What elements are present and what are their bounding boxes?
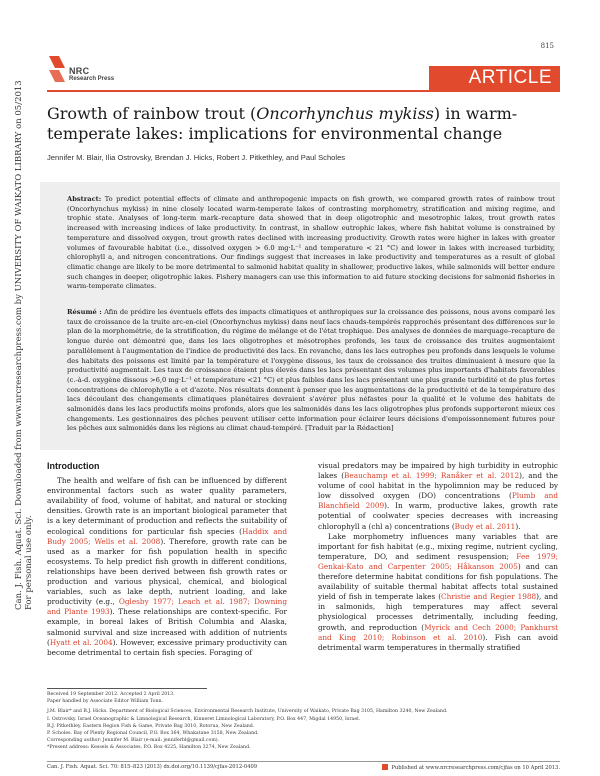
- body-text: ). However, excessive primary productivity can become detrimental to certain fish species. Foraging of: [47, 637, 288, 657]
- citation-link[interactable]: Haddix and Budy 2005; Wells et al. 2008: [47, 526, 287, 546]
- handled-note: Paper handled by Associate Editor William Tonn.: [47, 699, 163, 705]
- citation-link[interactable]: Plumb and Blanchfield 2009: [318, 491, 558, 511]
- body-text: ).: [515, 521, 521, 531]
- present-address: *Present address: Kessels & Associates, P.O. Box 4225, Hamilton 3274, New Zealand.: [47, 745, 251, 751]
- body-text: ). In warm, productive lakes, growth rate potential of coolwater species decreases with increasing chlorophyll a (chl a) concentrations (: [318, 501, 558, 531]
- bottom-rule: [47, 761, 560, 762]
- body-text: ). Therefore, growth rate can be used as a marker for fish population health in specific ecosystems. To help predict fish growth in different conditions, relationships have been derived between fish growth rates or production and various physical, chemical, and biological variables, such as lake depth, nutrient loading, and lake productivity (e.g.,: [47, 536, 287, 607]
- abstract-label: Abstract:: [67, 195, 102, 203]
- citation-link[interactable]: Beauchamp et al. 1999; Ranåker et al. 2012: [344, 471, 520, 481]
- affiliation: P. Scholes. Bay of Plenty Regional Council, P.O. Box 364, Whakatane 3158, New Zealand.: [47, 731, 259, 737]
- left-column: [47, 461, 287, 658]
- published-line: [382, 764, 560, 771]
- abstract-text: To predict potential effects of climate and anthropogenic impacts on fish growth, we compared growth rates of rainbow trout (Oncorhynchus mykiss) in nine closely located warm-temperate lakes of contrasting morphometry, stratification and mixing regime, and trophic state. Analyses of long-term mark–recapture data showed that in deep oligotrophic and mesotrophic lakes, trout growth rates increased with increasing indices of lake productivity. In contrast, in shallow eutrophic lakes, where fish habitat volume is constrained by temperature and dissolved oxygen, trout growth rates declined with increasing productivity. Growth rates were higher in lakes with greater volumes of favourable habitat (i.e., dissolved oxygen > 6.0 mg·L⁻¹ and temperature < 21 °C) and lower in lakes with increased turbidity, chlorophyll a, and nitrogen concentrations. Our findings suggest that increases in lake productivity and temperatures as a result of global climatic change are likely to be more detrimental to salmonid habitat quality in shallower, productive lakes, while salmonids will better endure such changes in deeper, oligotrophic lakes. Fishery managers can use this information to aid future stocking decisions for salmonid fisheries in warm-temperate climates.: [67, 195, 555, 291]
- citation-link[interactable]: Fee 1979; Genkai-Kato and Carpenter 2005; Håkanson 2005: [318, 551, 558, 571]
- introduction-paragraph: [318, 461, 558, 532]
- affiliation: I. Ostrovsky. Israel Oceanographic & Limnological Research, Kinneret Limnological Laboratory, P.O. Box 447, Migdal 14950, Israel.: [47, 716, 361, 722]
- citation-link[interactable]: Budy et al. 2011: [454, 521, 516, 531]
- corresponding-author: Corresponding author: Jennifer M. Blair (e-mail: jenniferbl@gmail.com).: [47, 738, 220, 744]
- right-column: [318, 461, 558, 653]
- citation-link[interactable]: Christie and Regier 1988: [441, 592, 537, 602]
- body-text: ), and the volume of cool habitat in the hypolimnion may be reduced by low dissolved oxygen (DO) concentrations (: [318, 471, 558, 501]
- affiliation: J.M. Blair* and B.J. Hicks. Department of Biological Sciences, Environmental Research Institute, University of Waikato, Private Bag 3105, Hamilton 3240, New Zealand.: [47, 709, 448, 715]
- body-text: visual predators may be impaired by high turbidity in eutrophic lakes (: [318, 461, 558, 481]
- article-title: [47, 104, 547, 144]
- title-species: Oncorhynchus mykiss: [256, 104, 434, 123]
- title-part: Growth of rainbow trout (: [47, 104, 257, 123]
- article-type-banner: ARTICLE: [429, 66, 560, 90]
- personal-use-line: For personal use only.: [24, 515, 34, 610]
- page-number: 815: [540, 42, 554, 50]
- title-part: ) in warm-temperate lakes: implications for environmental change: [47, 104, 518, 143]
- nrc-logo: [47, 54, 137, 90]
- body-text: The health and welfare of fish can be influenced by different environmental factors such as water quality parameters, availability of food, volume of habitat, and natural or stocking densities. Growth rate is an important biological parameter that is a key determinant of production and reflects the suitability of ecological conditions for particular fish species (: [47, 476, 287, 536]
- introduction-paragraph: [47, 476, 287, 658]
- received-note: Received 19 September 2012. Accepted 2 April 2013.: [47, 692, 175, 697]
- body-text: ), and in salmonids, high temperatures may affect several physiological processes detrimentally, including feeding, growth, and reproduction (: [318, 592, 558, 632]
- published-icon: [382, 764, 388, 770]
- author-list: Jennifer M. Blair, Ilia Ostrovsky, Brendan J. Hicks, Robert J. Pitkethley, and Paul Scholes: [47, 153, 346, 162]
- footnotes: [47, 691, 560, 752]
- published-text[interactable]: Published at www.nrcresearchpress.com/cjfas on 10 April 2013.: [391, 765, 560, 771]
- citation-link[interactable]: Myrick and Cech 2000; Pankhurst and King 2010; Robinson et al. 2010: [318, 622, 559, 642]
- body-text: ). These relationships are context-specific. For example, in boreal lakes of British Columbia and Alaska, salmonid survival and size increased with addition of nutrients (: [47, 607, 287, 647]
- logo-subtitle: Research Press: [69, 76, 115, 82]
- header-rule: [47, 90, 560, 92]
- abstract: [67, 195, 555, 292]
- footnote-rule: [47, 688, 207, 689]
- resume-label: Résumé :: [67, 308, 102, 316]
- journal-citation: Can. J. Fish. Aquat. Sci. 70: 815–823 (2013) dx.doi.org/10.1139/cjfas-2012-0409: [47, 764, 258, 770]
- citation-link[interactable]: Hyatt et al. 2004: [49, 637, 113, 647]
- affiliation: R.J. Pitkethley. Eastern Region Fish & Game, Private Bag 3010, Rotorua, New Zealand.: [47, 723, 255, 729]
- logo-name: NRC: [69, 66, 90, 76]
- introduction-heading: Introduction: [47, 461, 100, 471]
- body-text: ) and can therefore determine habitat conditions for fish populations. The availability of suitable thermal habitat affects total sustained yield of fish in temperate lakes (: [318, 561, 558, 602]
- nrc-logo-icon: [47, 54, 67, 84]
- download-stamp: [0, 0, 34, 776]
- download-stamp-line: Can. J. Fish. Aquat. Sci. Downloaded from www.nrcresearchpress.com by UNIVERSITY OF WAIKATO LIBRARY on 05/2013: [14, 80, 24, 610]
- body-text: ). Fish can avoid detrimental warm temperatures in thermally stratified: [318, 632, 558, 652]
- resume: [67, 308, 555, 434]
- body-text: Lake morphometry influences many variables that are important for fish habitat (e.g., mixing regime, nutrient cycling, temperature, DO, and sediment resuspension;: [318, 531, 558, 561]
- resume-text: Afin de prédire les éventuels effets des impacts climatiques et anthropiques sur la croissance des poissons, nous avons comparé les taux de croissance de la truite arc-en-ciel (Oncorhynchus mykiss) dans neuf lacs chauds-tempérés rapprochés présentant des différences sur le plan de la morphométrie, de la stratification, du régime de mélange et de l'état trophique. Des analyses de données de marquage–recapture de longue durée ont démontré que, dans les lacs oligotrophes et mésotrophes profonds, les taux de croissance des truites augmentaient parallèlement à l'augmentation de l'indice de productivité des lacs. En revanche, dans les lacs eutrophes peu profonds dans lesquels le volume des habitats des poissons est limité par la température et l'oxygène dissous, les taux de croissance des truites diminuaient à mesure que la productivité augmentait. Les taux de croissance étaient plus élevés dans les lacs présentant des volumes plus importants d'habitats favorables (c.-à-d. oxygène dissous >6,0 mg·L⁻¹ et température <21 °C) et plus faibles dans les lacs présentant une plus grande turbidité et de plus fortes concentrations de chlorophylle a et d'azote. Nos résultats donnent à penser que les augmentations de la productivité et de la température des lacs découlant des changements climatiques planétaires devraient s'avérer plus néfastes pour la qualité et le volume des habitats de salmonidés dans les lacs productifs moins profonds, alors que les salmonidés dans les lacs oligotrophes plus profonds supporteront mieux ces changements. Les gestionnaires des pêches peuvent utiliser cette information pour éclairer leurs décisions d'empoissonnement futures pour les pêches aux salmonidés dans les régions au climat chaud-tempéré. [Traduit par la Rédaction]: [67, 308, 555, 433]
- download-stamp-text: [14, 80, 34, 610]
- introduction-paragraph: [318, 532, 558, 653]
- citation-link[interactable]: Oglesby 1977; Leach et al. 1987; Downing and Plante 1993: [47, 597, 287, 617]
